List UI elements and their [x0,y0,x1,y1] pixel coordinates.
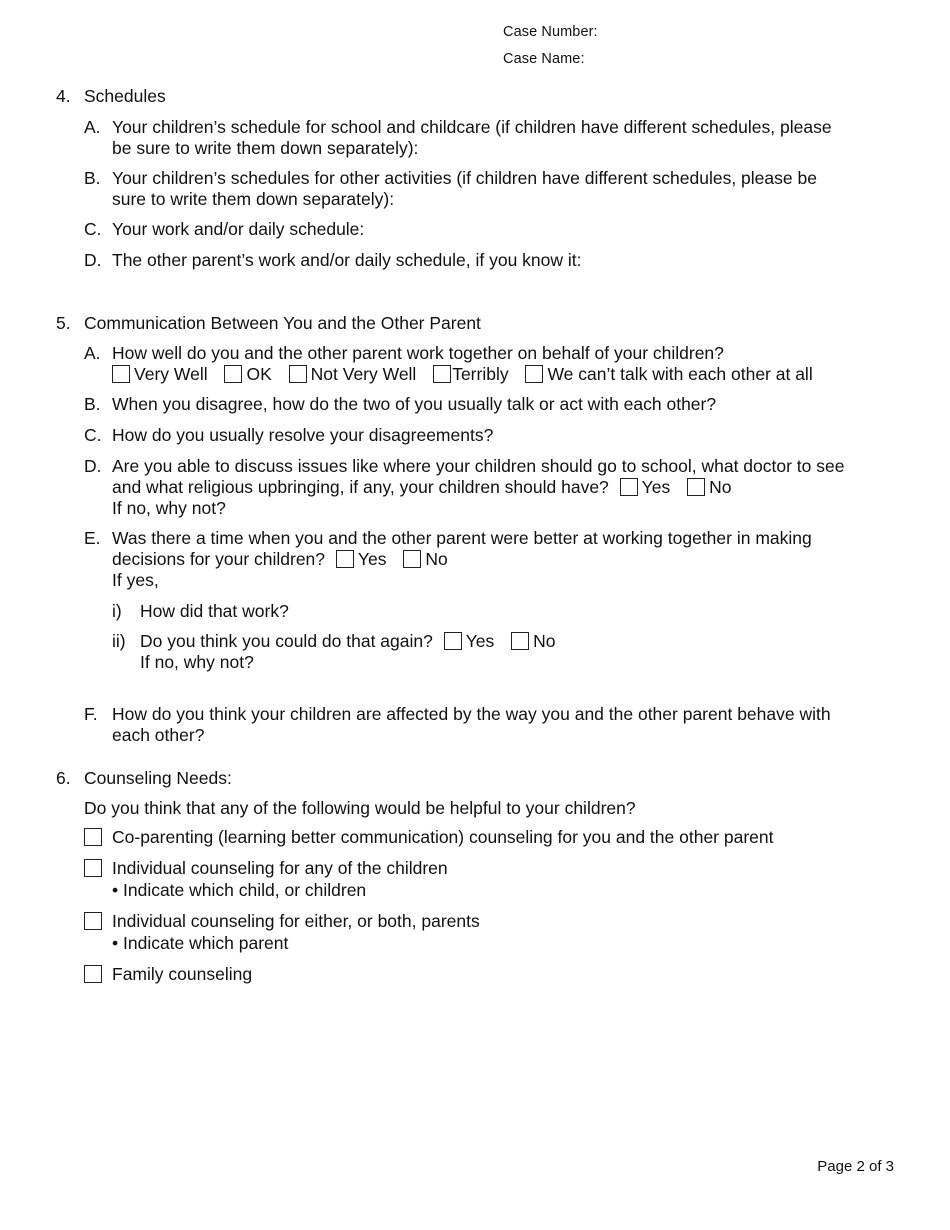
option-bullet: • Indicate which parent [112,933,289,953]
section-4-letter-a: A. [84,117,101,137]
option-label: Very Well [134,364,208,384]
question-line: Your children’s schedules for other activities (if children have different schedules, please be [112,168,817,188]
question-line: sure to write them down separately): [112,189,395,209]
checkbox[interactable] [525,365,543,383]
option-label: OK [246,364,272,384]
option-label: Yes [465,631,495,651]
checkbox[interactable] [112,365,130,383]
section-5-letter-e: E. [84,528,101,548]
section-4-title: Schedules [84,86,166,106]
option-yes[interactable] [336,549,387,569]
option-label: Family counseling [112,964,253,984]
section-5-e-sub-i-letter: i) [112,601,122,621]
case-number-label: Case Number: [503,24,598,40]
question-line-with-options [140,631,900,652]
question-line-with-options [112,477,902,498]
option-label: Yes [641,477,671,497]
section-5-question-a [112,343,902,385]
checkbox[interactable] [289,365,307,383]
option-no[interactable] [687,477,731,497]
option-yes[interactable] [620,477,671,497]
checkbox[interactable] [433,365,451,383]
option-label: Not Very Well [310,364,417,384]
section-5-question-b: When you disagree, how do the two of you usually talk or act with each other? [112,394,717,414]
question-line: each other? [112,725,205,745]
checkbox[interactable] [444,632,462,650]
option-label: Individual counseling for either, or both, parents [112,911,480,931]
case-name-label: Case Name: [503,51,585,67]
checkbox[interactable] [84,965,102,983]
option-label: No [533,631,556,651]
section-4-letter-c: C. [84,219,102,239]
option-terribly[interactable] [433,364,508,384]
option-very-well[interactable] [112,364,208,384]
checkbox[interactable] [687,478,705,496]
followup-text: If yes, [112,570,159,590]
option-label: Yes [357,549,387,569]
checkbox[interactable] [84,828,102,846]
section-5-letter-d: D. [84,456,102,476]
page-number: Page 2 of 3 [817,1158,894,1175]
section-6-intro: Do you think that any of the following would be helpful to your children? [84,798,636,818]
section-6-title: Counseling Needs: [84,768,232,788]
option-label: No [425,549,448,569]
question-line: Your children’s schedule for school and childcare (if children have different schedules, please [112,117,832,137]
question-line: be sure to write them down separately): [112,138,419,158]
section-5-question-f [112,704,902,746]
followup-text: If no, why not? [112,498,226,518]
question-line-with-options [112,549,902,570]
section-5-letter-c: C. [84,425,102,445]
option-label: We can’t talk with each other at all [547,364,813,384]
option-no[interactable] [511,631,555,651]
checkbox[interactable] [84,912,102,930]
question-text: Do you think you could do that again? [140,631,433,651]
question-line: How do you think your children are affected by the way you and the other parent behave with [112,704,831,724]
option-no[interactable] [403,549,447,569]
section-5-letter-a: A. [84,343,101,363]
checkbox[interactable] [403,550,421,568]
option-label: No [709,477,732,497]
option-ok[interactable] [224,364,271,384]
question-line: Are you able to discuss issues like where your children should go to school, what doctor to see [112,456,845,476]
section-4-question-c: Your work and/or daily schedule: [112,219,365,239]
option-bullet: • Indicate which child, or children [112,880,367,900]
section-4-question-d: The other parent’s work and/or daily schedule, if you know it: [112,250,582,270]
option-label: Co-parenting (learning better communication) counseling for you and the other parent [112,827,774,847]
section-4-letter-b: B. [84,168,101,188]
checkbox[interactable] [336,550,354,568]
option-cant-talk[interactable] [525,364,812,384]
question-line: Was there a time when you and the other parent were better at working together in making [112,528,812,548]
section-5-title: Communication Between You and the Other Parent [84,313,481,333]
section-5-e-sub-i-text: How did that work? [140,601,289,621]
option-yes[interactable] [444,631,495,651]
followup-text: If no, why not? [140,652,254,672]
checkbox[interactable] [84,859,102,877]
section-4-number: 4. [56,86,71,106]
section-5-number: 5. [56,313,71,333]
section-5-e-sub-ii-text [140,631,900,673]
checkbox[interactable] [224,365,242,383]
section-5-question-c: How do you usually resolve your disagreements? [112,425,494,445]
section-5-letter-b: B. [84,394,101,414]
question-line: How well do you and the other parent work together on behalf of your children? [112,343,724,363]
rating-options [112,364,902,385]
section-4-question-a [112,117,902,159]
section-4-letter-d: D. [84,250,102,270]
question-text: and what religious upbringing, if any, your children should have? [112,477,609,497]
option-label: Individual counseling for any of the children [112,858,448,878]
option-label: Terribly [452,364,509,384]
question-text: decisions for your children? [112,549,326,569]
section-5-question-d [112,456,902,519]
section-6-number: 6. [56,768,71,788]
section-5-question-e [112,528,902,591]
checkbox[interactable] [620,478,638,496]
checkbox[interactable] [511,632,529,650]
section-4-question-b [112,168,902,210]
section-5-e-sub-ii-letter: ii) [112,631,126,651]
option-not-very-well[interactable] [289,364,417,384]
section-5-letter-f: F. [84,704,98,724]
